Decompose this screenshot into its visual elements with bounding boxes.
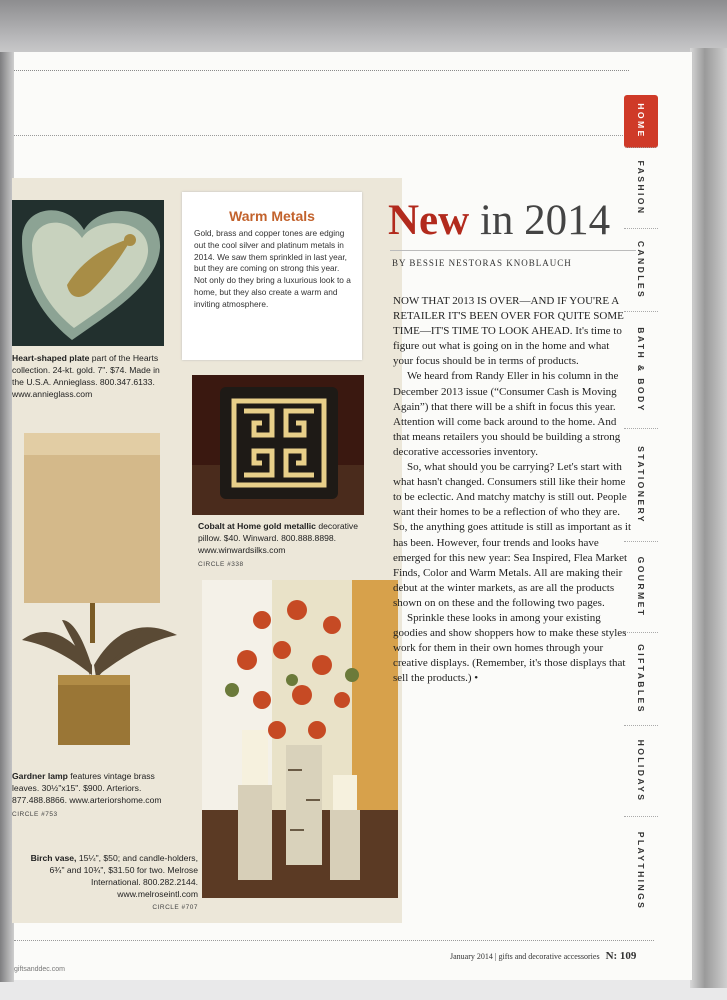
lamp-photo [12, 425, 192, 765]
tab-gourmet[interactable]: GOURMET [624, 542, 658, 633]
page-number: N: 109 [605, 950, 637, 962]
lamp-circle-number: CIRCLE #753 [12, 811, 58, 818]
headline-year: in 2014 [479, 197, 611, 244]
section-tabs [624, 95, 658, 925]
folio-url: giftsanddec.com [14, 966, 65, 973]
plate-caption: Heart-shaped plate part of the Hearts collection. 24-kt. gold. 7". $74. Made in the U.S.A. Annieglass. 800.347.6133. www.annieglass.com [12, 353, 160, 399]
vase-caption: Birch vase, 15¼", $50; and candle-holders, 6¾" and 10¾", $31.50 for two. Melrose International. 800.282.2144. www.melroseintl.com CIRCLE #707 [30, 852, 198, 914]
article-paragraph-2: We heard from Randy Eller in his column in the December 2013 issue (“Consumer Cash is Moving Again”) that there will be a shift in focus this year. Attention will come back around to the home. And that means retailers you should be building a strong decorative accessories inventory. [393, 370, 621, 458]
footer-magazine: gifts and decorative accessories [498, 952, 600, 961]
tab-stationery[interactable]: STATIONERY [624, 429, 658, 542]
page-footer: January 2014 | gifts and decorative accessories N: 109 [450, 950, 637, 962]
article-lead: NOW THAT 2013 IS OVER—AND IF YOU'RE A RETAILER IT'S BEEN OVER FOR QUITE SOME TIME—IT'S TIME TO LOOK AHEAD. [393, 295, 624, 338]
tab-bath-body[interactable]: BATH & BODY [624, 312, 658, 429]
article-body [393, 294, 631, 686]
tab-home[interactable]: HOME [624, 95, 658, 148]
vase-circle-number: CIRCLE #707 [152, 904, 198, 911]
tab-holidays[interactable]: HOLIDAYS [624, 726, 658, 817]
pillow-photo [192, 375, 364, 515]
dotted-rule-top [14, 70, 629, 71]
footer-issue: January 2014 [450, 952, 493, 961]
article-headline [388, 197, 610, 245]
headline-new: New [388, 197, 470, 244]
article-paragraph-1: NOW THAT 2013 IS OVER—AND IF YOU'RE A RETAILER IT'S BEEN OVER FOR QUITE SOME TIME—IT'S TIME TO LOOK AHEAD. It's time to figure out what is going on in the home and what your focus should be in terms of products. [393, 295, 624, 368]
tab-candles[interactable]: CANDLES [624, 229, 658, 312]
pillow-caption: Cobalt at Home gold metallic decorative pillow. $40. Winward. 800.888.8898. www.winwardsilks.com CIRCLE #338 [198, 520, 368, 571]
lamp-caption: Gardner lamp features vintage brass leaves. 30½"x15". $900. Arteriors. 877.488.8866. www.arteriorshome.com CIRCLE #753 [12, 770, 180, 821]
dotted-rule-second [14, 135, 629, 136]
sidebar-title: Warm Metals [229, 208, 315, 224]
dotted-rule-bottom [14, 940, 654, 941]
byline: BY BESSIE NESTORAS KNOBLAUCH [392, 258, 572, 268]
article-paragraph-4: Sprinkle these looks in among your existing goodies and show shoppers how to make these styles work for them in their own homes through your creative displays. (Remember, it's those displays that sell the products.) • [393, 611, 627, 685]
warm-metals-sidebar [182, 192, 362, 360]
headline-rule [390, 250, 636, 251]
heart-plate-photo [12, 200, 164, 346]
sidebar-body: Gold, brass and copper tones are edging out the cool silver and platinum metals in 2014. We saw them sprinkled in last year, but they are coming on strong this year. Not only do they bring a luxurious look to a home, but they also create a warm and inviting atmosphere. [194, 228, 351, 309]
article-paragraph-3: So, what should you be carrying? Let's start with what hasn't changed. Consumers still like their home to be eclectic. And matchy matchy is still out. People want their homes to be a reflection of who they are. So, the anything goes attitude is still as important as it has been. However, four trends and looks have emerged for this new year: Sea Inspired, Flea Market Finds, Color and Warm Metals. All are making their debut at the winter markets, as are all the products shown on on these and the following two pages. [393, 461, 632, 609]
birch-vase-photo [202, 580, 398, 898]
tab-fashion[interactable]: FASHION [624, 148, 658, 229]
page-gutter-shadow [690, 48, 727, 988]
tab-giftables[interactable]: GIFTABLES [624, 633, 658, 726]
tab-playthings[interactable]: PLAYTHINGS [636, 831, 646, 911]
pillow-circle-number: CIRCLE #338 [198, 561, 244, 568]
